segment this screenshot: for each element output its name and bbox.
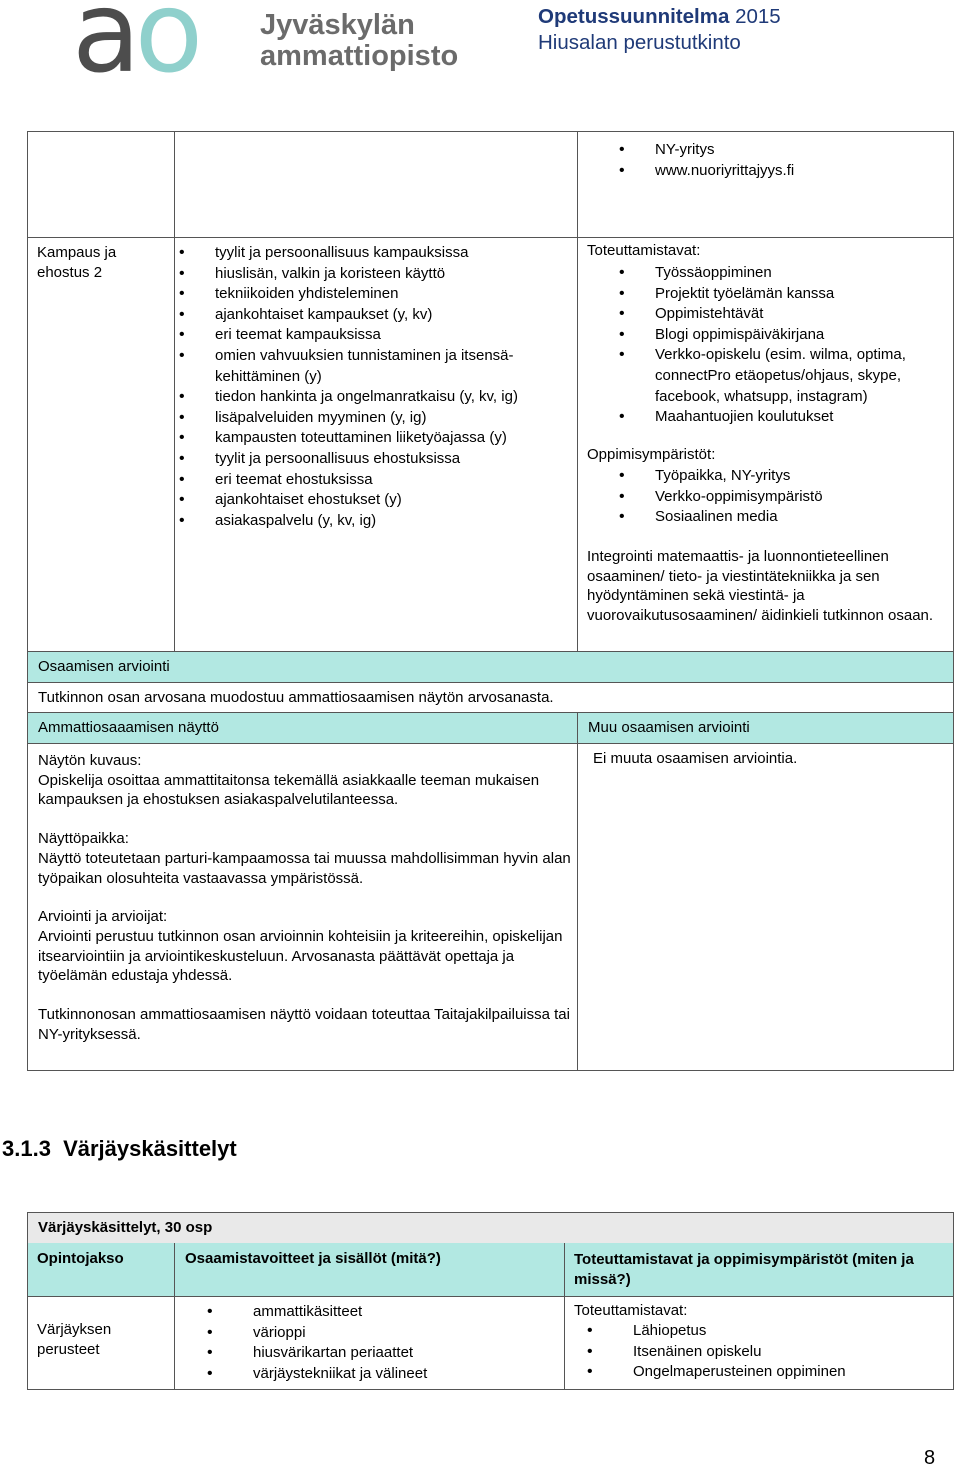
list-item-text: Blogi oppimispäiväkirjana xyxy=(655,325,825,343)
list-item-text: ajankohtaiset kampaukset (y, kv) xyxy=(215,305,433,323)
list-item xyxy=(627,263,947,284)
logo-text-line2: ammattiopisto xyxy=(260,40,459,72)
document-title-year: 2015 xyxy=(735,5,781,28)
list-item-text: Itsenäinen opiskelu xyxy=(633,1342,762,1360)
eval-label: Arviointi ja arvioijat: xyxy=(38,908,168,926)
demo-desc-label: Näytön kuvaus: xyxy=(38,752,142,769)
list-item xyxy=(237,1364,557,1385)
list-item xyxy=(187,284,577,305)
list-item xyxy=(187,408,577,429)
list-item-text: värioppi xyxy=(253,1323,306,1341)
list-item xyxy=(237,1302,557,1323)
demo-desc: Opiskelija osoittaa ammattitaitonsa tekemällä asiakkaalle teeman mukaisen kampauksen ja ehostuksen asiakaspalvelutilanteessa. xyxy=(38,771,540,809)
list-item xyxy=(187,490,577,511)
list-item-text: Työpaikka, NY-yritys xyxy=(655,467,791,484)
col-header-methods: Toteuttamistavat ja oppimisympäristöt (miten ja missä?) xyxy=(574,1251,914,1288)
other-header: Muu osaamisen arviointi xyxy=(577,712,954,744)
document-title xyxy=(538,4,781,56)
list-item xyxy=(187,511,577,532)
list-item xyxy=(187,243,577,264)
module-name: Kampaus ja ehostus 2 xyxy=(37,244,117,281)
document-title-main: Opetussuunnitelma xyxy=(538,5,730,28)
list-item xyxy=(627,407,947,428)
list-item xyxy=(627,304,947,325)
list-item-text: tiedon hankinta ja ongelmanratkaisu (y, kv, ig) xyxy=(215,388,518,406)
list-item xyxy=(627,325,947,346)
col-header-module: Opintojakso xyxy=(37,1250,124,1267)
table2-methods-list xyxy=(617,1321,937,1383)
table1 xyxy=(27,131,954,1071)
list-item-text: hiusvärikartan periaattet xyxy=(253,1344,414,1362)
list-item xyxy=(237,1323,557,1344)
table2-methods-label: Toteuttamistavat: xyxy=(574,1302,688,1319)
list-item xyxy=(187,428,577,449)
list-item xyxy=(627,345,947,407)
col-header-content: Osaamistavoitteet ja sisällöt (mitä?) xyxy=(185,1250,441,1267)
list-item-text: lisäpalveluiden myyminen (y, ig) xyxy=(215,408,427,426)
table2 xyxy=(27,1212,954,1390)
list-item xyxy=(187,470,577,491)
list-item-text: Työssäoppiminen xyxy=(655,264,772,281)
list-item-text: Projektit työelämän kanssa xyxy=(655,284,835,302)
list-item-text: eri teemat kampauksissa xyxy=(215,326,381,344)
methods-label: Toteuttamistavat: xyxy=(587,242,701,259)
page-number: 8 xyxy=(924,1447,936,1469)
list-item-text: omien vahvuuksien tunnistaminen ja itsensä-kehittäminen (y) xyxy=(215,346,514,385)
logo xyxy=(72,0,459,100)
assessment-header: Osaamisen arviointi xyxy=(27,651,954,683)
list-item xyxy=(187,449,577,470)
list-item xyxy=(617,1362,937,1383)
methods-list xyxy=(627,263,947,428)
list-item-text: Sosiaalinen media xyxy=(655,508,778,526)
demo-place: Näyttö toteutetaan parturi-kampaamossa tai muussa mahdollisimman hyvin alan työpaikan olosuhteita vastaavassa ympäristössä. xyxy=(38,849,571,887)
list-item-text: Oppimistehtävät xyxy=(655,305,764,323)
logo-mark: ao xyxy=(72,0,198,98)
other-cell: Ei muuta osaamisen arviointia. xyxy=(577,743,954,1071)
list-item-text: Lähiopetus xyxy=(633,1322,707,1339)
section-heading xyxy=(2,1136,237,1162)
list-item xyxy=(187,387,577,408)
list-item xyxy=(187,305,577,326)
table2-title-row: Värjäyskäsittelyt, 30 osp xyxy=(27,1212,954,1244)
list-item xyxy=(187,325,577,346)
top-bullet-list xyxy=(627,140,947,181)
demo-cell xyxy=(27,743,578,1071)
eval-text: Arviointi perustuu tutkinnon osan arvioinnin kohteisiin ja kriteereihin, opiskelijan itsearviointiin ja arviointikeskusteluun. Arvosanasta päättävät opettaja ja työelämän edustaja yhdessä. xyxy=(38,927,563,985)
list-item-text: kampausten toteuttaminen liiketyöajassa (y) xyxy=(215,429,507,447)
section-title: Värjäyskäsittelyt xyxy=(63,1136,237,1161)
list-item-text: Maahantuojien koulutukset xyxy=(655,408,834,426)
list-item-text: hiuslisän, valkin ja koristeen käyttö xyxy=(215,264,446,282)
list-item-text: ammattikäsitteet xyxy=(253,1303,363,1320)
logo-text-line1: Jyväskylän xyxy=(260,9,415,41)
list-item xyxy=(237,1343,557,1364)
demo-place-label: Näyttöpaikka: xyxy=(38,830,129,848)
list-item-text: ajankohtaiset ehostukset (y) xyxy=(215,491,402,509)
list-item xyxy=(627,487,947,508)
integration-text: Integrointi matemaattis- ja luonnontieteellinen osaaminen/ tieto- ja viestintätekniikka ja sen hyödyntäminen sekä viestintä- ja vuorovaikutusosaaminen/ äidinkieli tutkinnon osaan. xyxy=(587,548,934,625)
grade-row: Tutkinnon osan arvosana muodostuu ammattiosaamisen näytön arvosanasta. xyxy=(27,682,954,713)
list-item xyxy=(627,466,947,487)
list-item xyxy=(187,264,577,285)
list-item-text: tyylit ja persoonallisuus ehostuksissa xyxy=(215,449,461,467)
taitaja-text: Tutkinnonosan ammattiosaamisen näyttö voidaan toteuttaa Taitajakilpailuissa tai NY-yrityksessä. xyxy=(38,1006,570,1043)
list-item-text: tekniikoiden yhdisteleminen xyxy=(215,285,399,303)
list-item-text: tyylit ja persoonallisuus kampauksissa xyxy=(215,244,469,261)
list-item xyxy=(627,284,947,305)
list-item xyxy=(617,1342,937,1363)
table2-content-list xyxy=(237,1302,557,1384)
list-item-text: Ongelmaperusteinen oppiminen xyxy=(633,1363,846,1381)
demo-header: Ammattiosaaamisen näyttö xyxy=(27,712,578,744)
list-item: • NY-yritys xyxy=(627,140,947,161)
table2-module-name: Värjäyksen perusteet xyxy=(37,1321,112,1358)
list-item xyxy=(187,346,577,387)
list-item-text: Verkko-oppimisympäristö xyxy=(655,487,823,505)
list-item-text: asiakaspalvelu (y, kv, ig) xyxy=(215,511,377,529)
section-number: 3.1.3 xyxy=(2,1136,51,1161)
list-item-text: eri teemat ehostuksissa xyxy=(215,470,373,488)
list-item xyxy=(627,507,947,528)
env-label: Oppimisympäristöt: xyxy=(587,446,716,463)
list-item-text: värjäystekniikat ja välineet xyxy=(253,1364,428,1382)
list-item-text: Verkko-opiskelu (esim. wilma, optima, connectPro etäopetus/ohjaus, skype, facebook, whatsupp, instagram) xyxy=(655,346,906,405)
document-subtitle: Hiusalan perustutkinto xyxy=(538,31,741,54)
content-list xyxy=(187,243,577,531)
list-item xyxy=(617,1321,937,1342)
env-list xyxy=(627,466,947,528)
list-item: • www.nuoriyrittajyys.fi xyxy=(627,161,947,182)
